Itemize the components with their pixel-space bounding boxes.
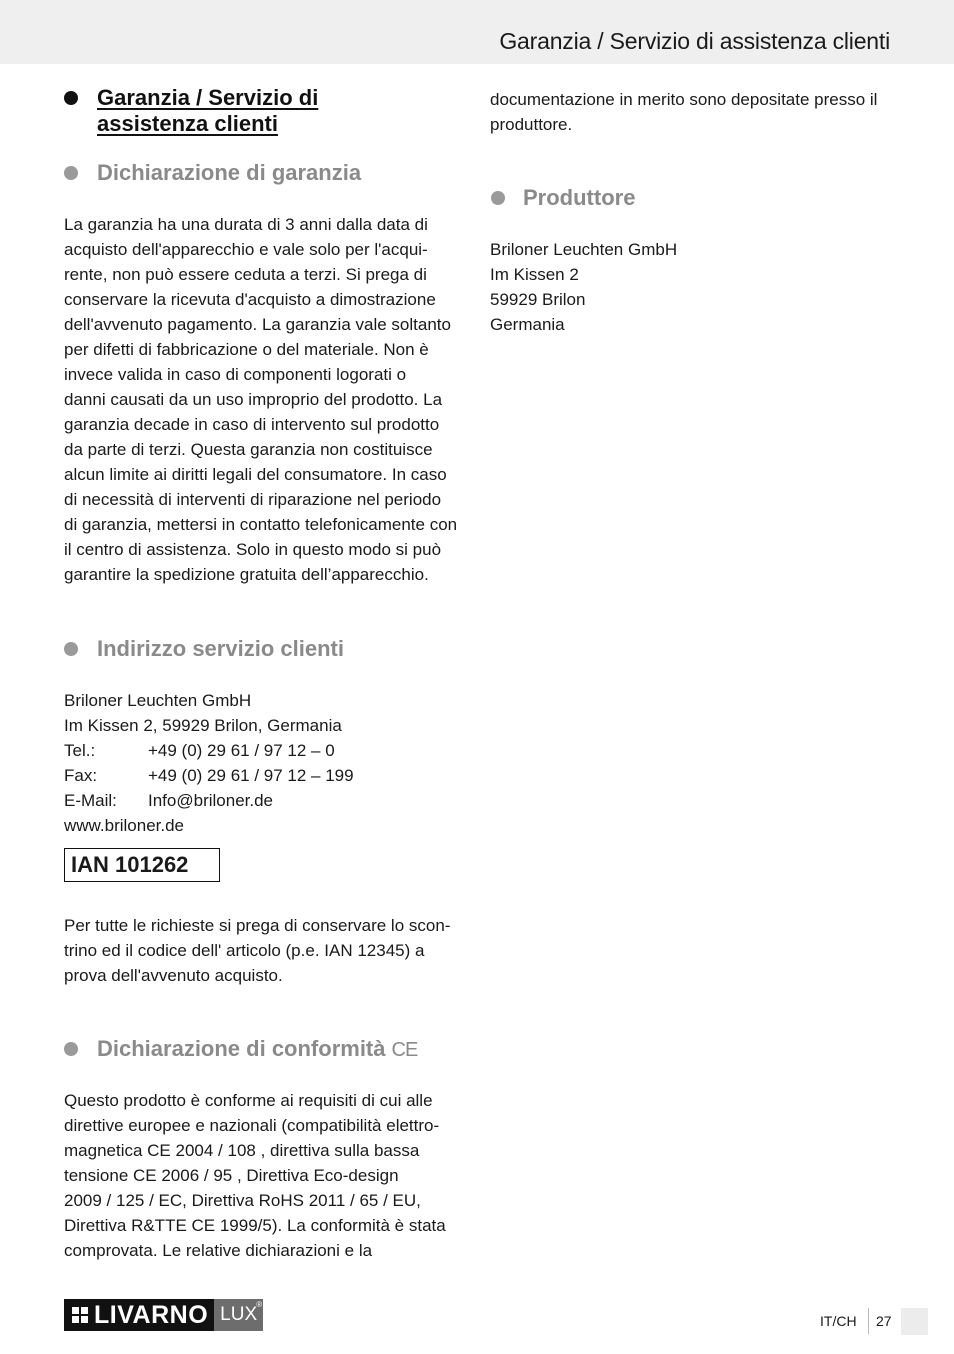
- bullet-icon: [491, 191, 505, 205]
- registered-mark: ®: [256, 1300, 263, 1309]
- ce-mark-icon: CE: [391, 1039, 418, 1061]
- manufacturer-heading: Produttore: [523, 185, 636, 210]
- company-name: Briloner Leuchten GmbH: [64, 691, 252, 710]
- text-line: trino ed il codice dell' articolo (p.e. IAN 12345) a: [64, 941, 425, 960]
- main-heading-line1: Garanzia / Servizio di: [97, 85, 319, 110]
- logo-sub-text: LUX: [220, 1304, 258, 1325]
- bullet-icon: [64, 642, 78, 656]
- text-line: dell'avvenuto pagamento. La garanzia vale soltanto: [64, 315, 451, 334]
- logo-main-text: LIVARNO: [94, 1300, 209, 1329]
- main-heading-line2: assistenza clienti: [97, 111, 278, 136]
- text-line: Questo prodotto è conforme ai requisiti di cui alle: [64, 1091, 433, 1110]
- text-line: 59929 Brilon: [490, 290, 586, 309]
- text-line: Per tutte le richieste si prega di conservare lo scon-: [64, 916, 451, 935]
- text-line: garanzia decade in caso di intervento sul prodotto: [64, 415, 440, 434]
- text-line: produttore.: [490, 115, 573, 134]
- text-line: La garanzia ha una durata di 3 anni dalla data di: [64, 215, 428, 234]
- manufacturer-address: [490, 237, 677, 337]
- tel-value: +49 (0) 29 61 / 97 12 – 0: [148, 741, 335, 760]
- text-line: di necessità di interventi di riparazione nel periodo: [64, 490, 442, 509]
- fax-label: Fax:: [64, 766, 98, 785]
- logo-squares-icon: [72, 1307, 88, 1323]
- text-line: acquisto dell'apparecchio e vale solo per l'acqui-: [64, 240, 428, 259]
- livarno-lux-logo: [64, 1299, 263, 1331]
- warranty-heading: Dichiarazione di garanzia: [97, 160, 362, 185]
- text-line: comprovata. Le relative dichiarazioni e la: [64, 1241, 373, 1260]
- text-line: di garanzia, mettersi in contatto telefonicamente con: [64, 515, 458, 534]
- text-line: 2009 / 125 / EC, Direttiva RoHS 2011 / 65 / EU,: [64, 1191, 421, 1210]
- text-line: documentazione in merito sono depositate presso il: [490, 90, 878, 109]
- conformity-heading: [97, 1036, 417, 1063]
- street-address: Im Kissen 2, 59929 Brilon, Germania: [64, 716, 342, 735]
- tel-label: Tel.:: [64, 741, 96, 760]
- bullet-icon: [64, 1042, 78, 1056]
- tel-row: [64, 738, 354, 763]
- text-line: per difetti di fabbricazione o del materiale. Non è: [64, 340, 429, 359]
- email-value: Info@briloner.de: [148, 791, 274, 810]
- logo-sub: [214, 1299, 263, 1331]
- bullet-icon: [64, 91, 78, 105]
- text-line: Im Kissen 2: [490, 265, 579, 284]
- text-line: prova dell'avvenuto acquisto.: [64, 966, 283, 985]
- text-line: il centro di assistenza. Solo in questo modo si può: [64, 540, 442, 559]
- bullet-icon: [64, 166, 78, 180]
- ian-box: IAN 101262: [64, 848, 220, 882]
- logo-main: [64, 1299, 214, 1331]
- text-line: garantire la spedizione gratuita dell’apparecchio.: [64, 565, 429, 584]
- conformity-continued: [490, 87, 877, 137]
- page-number: 27: [876, 1313, 892, 1329]
- website: www.briloner.de: [64, 816, 185, 835]
- text-line: tensione CE 2006 / 95 , Direttiva Eco-design: [64, 1166, 399, 1185]
- footer-tab-marker: [901, 1308, 928, 1335]
- footer-divider: [868, 1308, 869, 1334]
- text-line: direttive europee e nazionali (compatibilità elettro-: [64, 1116, 440, 1135]
- text-line: magnetica CE 2004 / 108 , direttiva sulla bassa: [64, 1141, 420, 1160]
- text-line: invece valida in caso di componenti logorati o: [64, 365, 407, 384]
- ian-note: [64, 913, 450, 988]
- text-line: rente, non può essere ceduta a terzi. Si prega di: [64, 265, 427, 284]
- text-line: conservare la ricevuta d'acquisto a dimostrazione: [64, 290, 436, 309]
- text-line: Briloner Leuchten GmbH: [490, 240, 678, 259]
- main-heading: [97, 85, 318, 137]
- fax-row: [64, 763, 354, 788]
- service-address-heading: Indirizzo servizio clienti: [97, 636, 344, 661]
- service-address-block: [64, 688, 354, 838]
- email-label: E-Mail:: [64, 791, 117, 810]
- page-header-title: Garanzia / Servizio di assistenza clienti: [499, 28, 890, 54]
- text-line: da parte di terzi. Questa garanzia non costituisce: [64, 440, 433, 459]
- conformity-heading-text: Dichiarazione di conformità: [97, 1036, 386, 1061]
- text-line: danni causati da un uso improprio del prodotto. La: [64, 390, 443, 409]
- warranty-text: [64, 212, 457, 587]
- text-line: alcun limite ai diritti legali del consumatore. In caso: [64, 465, 447, 484]
- fax-value: +49 (0) 29 61 / 97 12 – 199: [148, 766, 354, 785]
- text-line: Germania: [490, 315, 565, 334]
- email-row: [64, 788, 354, 813]
- footer-locale: IT/CH: [820, 1313, 857, 1329]
- text-line: Direttiva R&TTE CE 1999/5). La conformità è stata: [64, 1216, 446, 1235]
- conformity-text: [64, 1088, 446, 1263]
